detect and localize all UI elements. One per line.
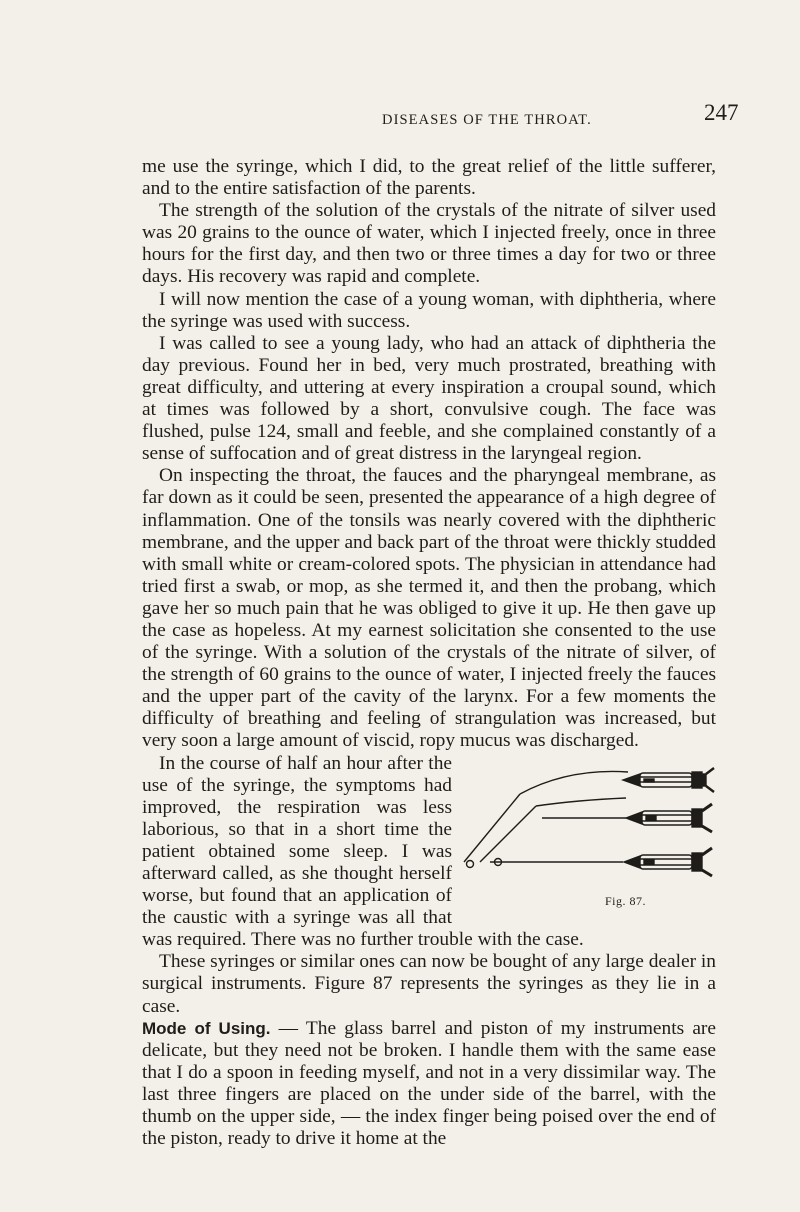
running-head: DISEASES OF THE THROAT. (382, 112, 592, 128)
paragraph-4: I was called to see a young lady, who had an attack of diphtheria the day previous. Found her in bed, very much prostrated, breathing with great difficulty, and uttering at every inspiration a croupal sound, which at times was followed by a short, convulsive cough. The face was flushed, pulse 124, small and feeble, and she complained constantly of a sense of suffocation and of great distress in the laryngeal region. (142, 332, 716, 465)
paragraph-8 (142, 1018, 716, 1151)
figure-87 (458, 754, 722, 910)
case-left-edge-inner (480, 806, 536, 862)
syringe-2 (626, 804, 712, 832)
paragraph-3: I will now mention the case of a young woman, with diphtheria, where the syringe was used with success. (142, 288, 716, 332)
paragraph-7: These syringes or similar ones can now be bought of any large dealer in surgical instruments. Figure 87 represents the syringes as they lie in a case. (142, 951, 716, 1017)
paragraph-8-text: — The glass barrel and piston of my instruments are delicate, but they need not be broken. I handle them with the same ease that I do a spoon in feeding myself, and not in a very dissimilar way. The last three fingers are placed on the under side of the barrel, with the thumb on the upper side, — the index finger being poised over the end of the piston, ready to drive it home at the (142, 1017, 716, 1150)
case-left-edge-outer (464, 794, 520, 862)
figure-caption: Fig. 87. (605, 893, 647, 908)
section-heading-mode-of-using: Mode of Using. (142, 1018, 271, 1038)
page-number: 247 (704, 100, 739, 125)
body-text (142, 156, 716, 1150)
syringe-case-illustration (458, 754, 722, 904)
paragraph-5: On inspecting the throat, the fauces and the pharyngeal membrane, as far down as it could be seen, presented the appearance of a high degree of inflammation. One of the tonsils was nearly covered with the diphtheric membrane, and the upper and back part of the throat were thickly studded with small white or cream-colored spots. The physician in attendance had tried first a swab, or mop, as she termed it, and then the probang, which gave her so much pain that he was obliged to give it up. He then gave up the case as hopeless. At my earnest solicitation she consented to the use of the syringe. With a solution of the crystals of the nitrate of silver, of the strength of 60 grains to the ounce of water, I injected freely the fauces and the upper part of the cavity of the larynx. For a few moments the difficulty of breathing and feeling of strangulation was increased, but very soon a large amount of viscid, ropy mucus was discharged. (142, 465, 716, 752)
paragraph-1: me use the syringe, which I did, to the great relief of the little sufferer, and to the entire satisfaction of the parents. (142, 156, 716, 200)
syringe-1 (623, 768, 714, 792)
paragraph-6-text: In the course of half an hour after the use of the syringe, the symptoms had improved, the respiration was less laborious, so that in a short time the patient obtained some sleep. I was afterward called, as she thought herself worse, but found that an application of the caustic with a syringe was all that was required. There was no further trouble with the case. (142, 752, 584, 951)
syringe-3 (624, 848, 712, 876)
paragraph-2: The strength of the solution of the crystals of the nitrate of silver used was 20 grains to the ounce of water, which I injected freely, once in three hours for the first day, and then two or three times a day for two or three days. His recovery was rapid and complete. (142, 200, 716, 288)
paragraph-6 (142, 753, 716, 952)
